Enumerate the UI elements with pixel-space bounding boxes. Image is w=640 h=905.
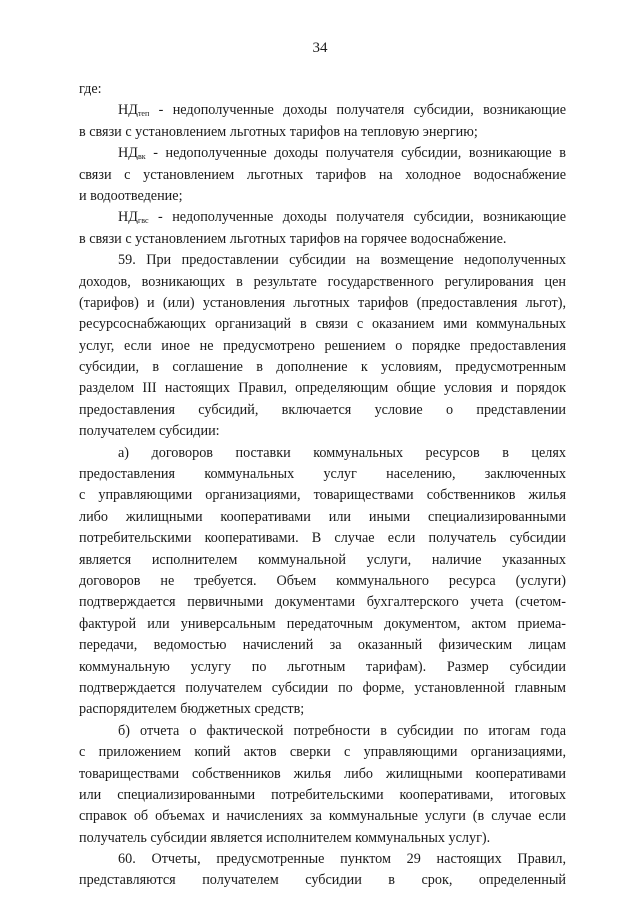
- text-line: [79, 507, 566, 528]
- line-text: получателем субсидии:: [79, 423, 220, 440]
- text-line: [79, 186, 566, 207]
- line-text: где:: [79, 81, 102, 97]
- text-line: [79, 550, 566, 571]
- text-line: [79, 79, 566, 100]
- abbreviation-subscript: теп: [137, 109, 150, 119]
- text-line: [79, 806, 566, 827]
- text-line: [79, 314, 566, 335]
- line-text: предоставления коммунальных услуг населению, заключенных: [79, 466, 566, 483]
- text-line: [79, 229, 566, 250]
- line-text: б) отчета о фактической потребности в субсидии по итогам года: [118, 722, 566, 739]
- line-text: субсидии, в соглашение в дополнение к условиям, предусмотренным: [79, 359, 566, 376]
- line-text: с управляющими организациями, товариществами собственников жилья: [79, 487, 566, 504]
- text-line: [79, 293, 566, 314]
- line-text: 60. Отчеты, предусмотренные пунктом 29 настоящих Правил,: [118, 851, 566, 868]
- text-line: [79, 378, 566, 399]
- text-line: [79, 165, 566, 186]
- line-text: с приложением копий актов сверки с управляющими организациями,: [79, 744, 566, 761]
- line-text: подтверждается получателем субсидии по форме, установленной главным: [79, 679, 566, 696]
- text-line: [79, 400, 566, 421]
- line-text: доходов, возникающих в результате государственного регулирования цен: [79, 273, 566, 290]
- abbreviation: НД: [118, 145, 138, 162]
- line-text: разделом III настоящих Правил, определяющим общие условия и порядок: [79, 380, 566, 397]
- line-text: - недополученные доходы получателя субсидии, возникающие: [149, 102, 566, 119]
- line-text: фактурой или универсальным передаточным документом, актом приема-: [79, 615, 566, 632]
- line-text: справок об объемах и начислениях за коммунальные услуги (в случае если: [79, 808, 566, 825]
- line-text: а) договоров поставки коммунальных ресурсов в целях: [118, 444, 566, 461]
- line-text: является исполнителем коммунальной услуги, наличие указанных: [79, 551, 566, 568]
- line-text: либо жилищными кооперативами или иными специализированными: [79, 508, 566, 525]
- text-line: [79, 614, 566, 635]
- text-line: [79, 849, 566, 870]
- text-line: [79, 336, 566, 357]
- line-text: распорядителем бюджетных средств;: [79, 701, 305, 718]
- text-line: [79, 421, 566, 442]
- page-number: 34: [312, 40, 328, 56]
- text-line: [79, 592, 566, 613]
- line-text: услуг, если иное не предусмотрено решением о порядке предоставления: [79, 337, 566, 354]
- text-line: [79, 122, 566, 143]
- line-text: потребительскими кооперативами. В случае если получатель субсидии: [79, 530, 566, 547]
- text-line: [79, 485, 566, 506]
- abbreviation: НД: [118, 209, 138, 226]
- line-text: передачи, ведомостью начислений за оказанный физическим лицам: [79, 637, 566, 654]
- text-line: [79, 699, 566, 720]
- text-line: [79, 250, 566, 271]
- line-text: получатель субсидии является исполнителем коммунальных услуг).: [79, 829, 491, 846]
- abbreviation-subscript: вк: [137, 152, 146, 162]
- line-text: договоров не требуется. Объем коммунального ресурса (услуги): [79, 572, 566, 589]
- abbreviation: НД: [118, 102, 138, 119]
- text-line: [79, 870, 566, 891]
- line-text: 59. При предоставлении субсидии на возмещение недополученных: [118, 252, 566, 269]
- text-line: [79, 785, 566, 806]
- line-text: и водоотведение;: [79, 187, 183, 204]
- line-text: или специализированными потребительскими кооперативами, итоговых: [79, 786, 566, 803]
- text-line: [79, 357, 566, 378]
- line-text: коммунальную услугу по льготным тарифам). Размер субсидии: [79, 658, 566, 675]
- text-line: [79, 443, 566, 464]
- text-line: [79, 143, 566, 164]
- line-text: ресурсоснабжающих организаций в связи с оказанием ими коммунальных: [79, 316, 566, 333]
- line-text: в связи с установлением льготных тарифов на тепловую энергию;: [79, 123, 478, 140]
- text-line: [79, 678, 566, 699]
- document-body: [79, 79, 566, 892]
- abbreviation-subscript: гвс: [137, 216, 149, 226]
- line-text: представляются получателем субсидии в срок, определенный: [79, 872, 566, 889]
- text-line: [79, 828, 566, 849]
- line-text: товариществами собственников жилья либо жилищными кооперативами: [79, 765, 566, 782]
- text-line: [79, 742, 566, 763]
- text-line: [79, 721, 566, 742]
- text-line: [79, 272, 566, 293]
- line-text: подтверждается первичными документами бухгалтерского учета (счетом-: [79, 594, 566, 611]
- text-line: [79, 657, 566, 678]
- text-line: [79, 635, 566, 656]
- text-line: [79, 764, 566, 785]
- text-line: [79, 464, 566, 485]
- text-line: [79, 207, 566, 228]
- line-text: в связи с установлением льготных тарифов на горячее водоснабжение.: [79, 230, 507, 247]
- line-text: предоставления субсидий, включается условие о представлении: [79, 401, 566, 418]
- line-text: связи с установлением льготных тарифов на холодное водоснабжение: [79, 166, 566, 183]
- line-text: - недополученные доходы получателя субсидии, возникающие в: [145, 145, 566, 162]
- line-text: - недополученные доходы получателя субсидии, возникающие: [148, 209, 566, 226]
- text-line: [79, 528, 566, 549]
- text-line: [79, 571, 566, 592]
- text-line: [79, 100, 566, 121]
- line-text: (тарифов) и (или) установления льготных тарифов (предоставления льгот),: [79, 294, 566, 311]
